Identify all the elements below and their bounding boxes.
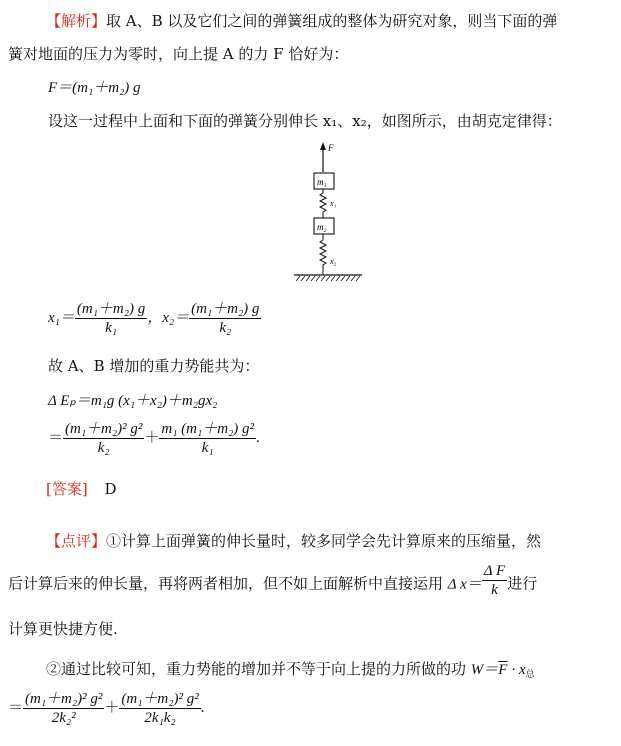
x1-lhs: x₁＝ [48,309,75,326]
comment-text-2b: 进行 [507,574,538,593]
work-term-1-den: 2k₂² [51,710,76,726]
analysis-line-4: 设这一过程中上面和下面的弹簧分别伸长 x₁、x₂，如图所示，由胡克定律得： [48,112,562,130]
work-subscript: 总 [525,670,535,680]
spring-lower [320,234,326,274]
block-m1-label: m₁ [317,177,327,187]
work-result [8,690,204,727]
hooke-formulas [48,300,261,337]
work-equals: ＝ [8,699,24,716]
work-end: . [200,699,205,716]
comment-dx: Δ x＝ [447,576,482,593]
answer-line [46,478,117,499]
x1-fraction [75,300,147,337]
energy-term-2-den: k₁ [201,440,214,456]
average-force: $\overline{F}$ [498,662,508,678]
energy-term-1-den: k₂ [97,440,110,456]
analysis-line-2: 簧对地面的压力为零时，向上提 A 的力 F 恰好为： [8,45,349,63]
answer-value: D [104,480,117,498]
x1-numerator: (m₁＋m₂) g [76,301,146,317]
comment-dx-den: k [491,582,498,598]
energy-intro: 故 A、B 增加的重力势能共为： [48,357,260,375]
work-term-1 [23,690,104,727]
spring-x1-label: x₁ [330,199,337,208]
work-lhs: W＝ [470,662,499,678]
comment-dx-num: Δ F [483,563,506,579]
energy-term-1 [63,420,144,457]
comment-text-4: ②通过比较可知，重力势能的增加并不等于向上提的力所做的功 [46,660,467,678]
x1-denominator: k₁ [105,320,117,336]
x2-numerator: (m₁＋m₂) g [191,301,260,317]
spring-x2-label: x₂ [330,257,337,266]
energy-equals: ＝ [48,429,64,446]
energy-plus: ＋ [144,429,160,446]
energy-term-2 [159,420,256,457]
comment-line-2 [8,563,538,603]
analysis-tag: 【解析】 [46,12,107,30]
force-arrow-head [320,142,326,150]
comment-text-2a: 后计算后来的伸长量，再将两者相加，但不如上面解析中直接运用 [8,574,444,593]
work-plus: ＋ [104,699,120,716]
analysis-line-1 [46,10,557,31]
x2-denominator: k₂ [219,320,232,336]
analysis-text-1: 取 A、B 以及它们之间的弹簧组成的整体为研究对象，则当下面的弹 [106,12,558,30]
answer-tag: [答案] [46,480,88,498]
formula-force: F＝(m₁＋m₂) g [48,80,141,96]
x2-lhs: ，x₂＝ [147,309,190,326]
energy-term-2-num: m₁ (m₁＋m₂) g² [161,421,255,437]
work-term-2-num: (m₁＋m₂)² g² [121,691,199,707]
force-label: F [328,143,334,153]
spring-upper [320,189,326,218]
energy-result [48,420,260,457]
work-term-2-den: 2k₁k₂ [144,710,176,726]
comment-dx-fraction [482,562,507,599]
block-m2-label: m₂ [317,222,327,232]
energy-end: . [256,429,260,446]
energy-equation: Δ Eₚ＝m₁g (x₁＋x₂)＋m₂gx₂ [48,393,218,409]
comment-tag: 【点评】 [46,532,107,550]
work-dot-x: · x [511,662,526,678]
comment-line-4 [46,658,535,680]
work-term-1-num: (m₁＋m₂)² g² [25,691,103,707]
work-term-2 [119,690,200,727]
ground-hatching [296,276,360,281]
comment-text-1: ①计算上面弹簧的伸长量时，较多同学会先计算原来的压缩量，然 [106,532,542,550]
energy-term-1-num: (m₁＋m₂)² g² [65,421,143,437]
comment-line-3: 计算更快捷方便. [8,620,118,638]
x2-fraction [189,300,261,337]
spring-diagram [290,140,370,290]
comment-line-1 [46,530,541,551]
